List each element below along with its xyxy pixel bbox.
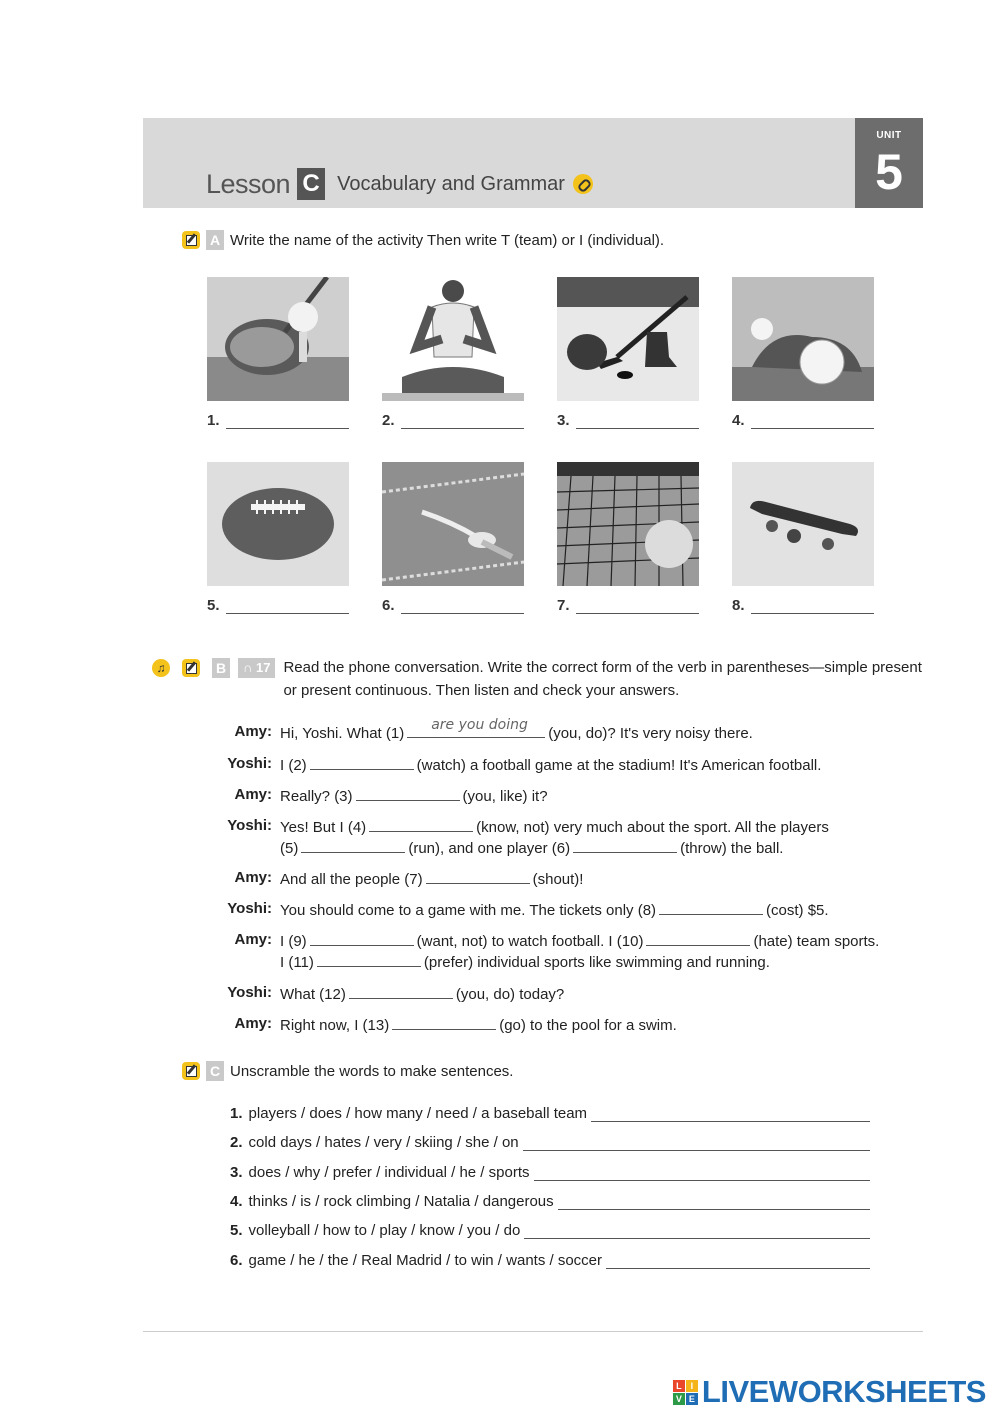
section-a-instruction: Write the name of the activity Then write T (team) or I (individual). xyxy=(230,231,665,249)
answer-line-3[interactable] xyxy=(557,412,699,429)
answer-blank-12[interactable] xyxy=(349,985,453,999)
scramble-item xyxy=(230,1105,870,1122)
answer-blank-7[interactable] xyxy=(426,870,530,884)
dialog-line xyxy=(220,786,880,807)
section-letter: A xyxy=(206,230,224,250)
item-number: 1. xyxy=(230,1105,243,1122)
dialog-text: Really? (3) xyxy=(280,788,353,805)
item-number: 2. xyxy=(230,1134,243,1151)
dialog-text: What (12) xyxy=(280,986,346,1003)
skateboard-icon xyxy=(732,462,874,586)
dialog-text: (prefer) individual sports like swimming and running. xyxy=(423,954,770,971)
section-letter: C xyxy=(206,1061,224,1081)
speaker: Yoshi: xyxy=(227,817,272,834)
edit-icon xyxy=(182,1062,200,1080)
scramble-item xyxy=(230,1222,870,1239)
brand-mark-letter: L xyxy=(673,1380,685,1392)
answer-line-2[interactable] xyxy=(382,412,524,429)
answer-blank-1[interactable] xyxy=(407,717,545,738)
sample-answer: are you doing xyxy=(431,717,528,733)
answer-line[interactable] xyxy=(524,1229,870,1239)
lesson-letter: C xyxy=(297,168,325,200)
lesson-title xyxy=(206,168,593,200)
answer-line[interactable] xyxy=(523,1141,870,1151)
dialog-text: (cost) $5. xyxy=(766,902,829,919)
link-icon[interactable] xyxy=(573,174,593,194)
item-number: 6. xyxy=(230,1252,243,1269)
item-number: 3. xyxy=(557,412,570,429)
dialog-text: (throw) the ball. xyxy=(680,840,784,857)
item-number: 6. xyxy=(382,597,395,614)
answer-blank-3[interactable] xyxy=(356,787,460,801)
dialog-text: You should come to a game with me. The tickets only (8) xyxy=(280,902,657,919)
section-b-heading xyxy=(152,656,923,702)
answer-blank-8[interactable] xyxy=(659,901,763,915)
unit-number: 5 xyxy=(875,144,903,200)
unit-box xyxy=(855,118,923,208)
answer-blank-2[interactable] xyxy=(310,756,414,770)
answer-blank-9[interactable] xyxy=(310,932,414,946)
dialog-line xyxy=(220,869,880,890)
dialog-text: (shout)! xyxy=(532,871,584,888)
edit-icon xyxy=(182,659,200,677)
scramble-item xyxy=(230,1252,870,1269)
brand-text: LIVEWORKSHEETS xyxy=(701,1374,986,1409)
answer-blank-5[interactable] xyxy=(301,839,405,853)
scramble-words: volleyball / how to / play / know / you / do xyxy=(248,1222,521,1239)
speaker: Amy: xyxy=(234,786,272,803)
dialog-text: (hate) team sports. xyxy=(753,933,880,950)
yoga-icon xyxy=(382,277,524,401)
dialog-line xyxy=(220,1015,880,1036)
dialog-text: I (2) xyxy=(280,757,307,774)
answer-line-8[interactable] xyxy=(732,597,874,614)
dialog-text: I (11) xyxy=(280,954,314,971)
brand-mark-letter: I xyxy=(686,1380,698,1392)
dialog-text: (5) xyxy=(280,840,299,857)
dialog-text: Yes! But I (4) xyxy=(280,819,367,836)
speaker: Yoshi: xyxy=(227,984,272,1001)
answer-line[interactable] xyxy=(534,1171,871,1181)
item-number: 1. xyxy=(207,412,220,429)
answer-blank-11[interactable] xyxy=(317,953,421,967)
speaker: Yoshi: xyxy=(227,755,272,772)
dialog-text: Hi, Yoshi. What (1) xyxy=(280,725,405,742)
item-number: 5. xyxy=(230,1222,243,1239)
speaker: Amy: xyxy=(234,931,272,948)
edit-icon xyxy=(182,231,200,249)
track-number: 17 xyxy=(256,660,271,675)
dialog-text: (go) to the pool for a swim. xyxy=(499,1017,677,1034)
dialog-text: (want, not) to watch football. I (10) xyxy=(416,933,644,950)
brand-mark-icon xyxy=(673,1380,698,1405)
item-number: 4. xyxy=(230,1193,243,1210)
answer-line[interactable] xyxy=(558,1200,870,1210)
footer-rule xyxy=(143,1331,923,1332)
speaker: Amy: xyxy=(234,869,272,886)
american-football-icon xyxy=(207,462,349,586)
item-number: 5. xyxy=(207,597,220,614)
dialog-text: I (9) xyxy=(280,933,307,950)
liveworksheets-logo xyxy=(673,1374,986,1410)
dialog-line xyxy=(220,931,880,973)
answer-blank-6[interactable] xyxy=(573,839,677,853)
section-b-instruction: Read the phone conversation. Write the correct form of the verb in parentheses—simple present or present continuous. Then listen and check your answers. xyxy=(283,659,922,699)
answer-blank-4[interactable] xyxy=(369,818,473,832)
dialog-line xyxy=(220,900,880,921)
section-a-heading xyxy=(182,230,664,250)
answer-line-5[interactable] xyxy=(207,597,349,614)
lesson-subtitle: Vocabulary and Grammar xyxy=(337,172,565,195)
brand-mark-letter: V xyxy=(673,1393,685,1405)
answer-line-1[interactable] xyxy=(207,412,349,429)
speaker: Yoshi: xyxy=(227,900,272,917)
dialog-text: (watch) a football game at the stadium! It's American football. xyxy=(416,757,822,774)
answer-line[interactable] xyxy=(591,1112,870,1122)
scramble-words: cold days / hates / very / skiing / she / on xyxy=(248,1134,519,1151)
answer-line-6[interactable] xyxy=(382,597,524,614)
dialog-text: And all the people (7) xyxy=(280,871,423,888)
scramble-words: does / why / prefer / individual / he / sports xyxy=(248,1164,530,1181)
dialog-text: (run), and one player (6) xyxy=(408,840,571,857)
item-number: 4. xyxy=(732,412,745,429)
audio-icon[interactable]: ♫ xyxy=(152,659,170,677)
dialog-text: (know, not) very much about the sport. All the players xyxy=(476,819,829,836)
dialog-line xyxy=(220,755,880,776)
brand-mark-letter: E xyxy=(686,1393,698,1405)
item-number: 3. xyxy=(230,1164,243,1181)
dialog-text: (you, do) today? xyxy=(455,986,565,1003)
speaker: Amy: xyxy=(234,1015,272,1032)
answer-line[interactable] xyxy=(606,1259,870,1269)
answer-blank-10[interactable] xyxy=(646,932,750,946)
section-letter: B xyxy=(212,658,230,678)
section-c-heading xyxy=(182,1061,513,1081)
ice-hockey-icon xyxy=(557,277,699,401)
golf-icon xyxy=(207,277,349,401)
lesson-word: Lesson xyxy=(206,168,291,199)
section-c-instruction: Unscramble the words to make sentences. xyxy=(230,1062,514,1080)
volleyball-icon xyxy=(557,462,699,586)
answer-blank-13[interactable] xyxy=(392,1016,496,1030)
swimming-icon xyxy=(382,462,524,586)
answer-line-7[interactable] xyxy=(557,597,699,614)
dialog-line xyxy=(220,817,880,859)
track-badge: ∩ 17 xyxy=(238,658,275,678)
dialog-line xyxy=(220,717,880,744)
baseball-icon xyxy=(732,277,874,401)
scramble-words: players / does / how many / need / a baseball team xyxy=(248,1105,588,1122)
scramble-words: thinks / is / rock climbing / Natalia / dangerous xyxy=(248,1193,554,1210)
unit-label: UNIT xyxy=(876,130,902,141)
scramble-item xyxy=(230,1193,870,1210)
answer-line-4[interactable] xyxy=(732,412,874,429)
scramble-words: game / he / the / Real Madrid / to win / wants / soccer xyxy=(248,1252,603,1269)
item-number: 8. xyxy=(732,597,745,614)
speaker: Amy: xyxy=(234,723,272,740)
dialog-text: (you, like) it? xyxy=(462,788,548,805)
item-number: 7. xyxy=(557,597,570,614)
item-number: 2. xyxy=(382,412,395,429)
dialog-text: (you, do)? It's very noisy there. xyxy=(548,725,753,742)
scramble-item xyxy=(230,1134,870,1151)
dialog-text: Right now, I (13) xyxy=(280,1017,390,1034)
scramble-item xyxy=(230,1164,870,1181)
dialog-line xyxy=(220,984,880,1005)
